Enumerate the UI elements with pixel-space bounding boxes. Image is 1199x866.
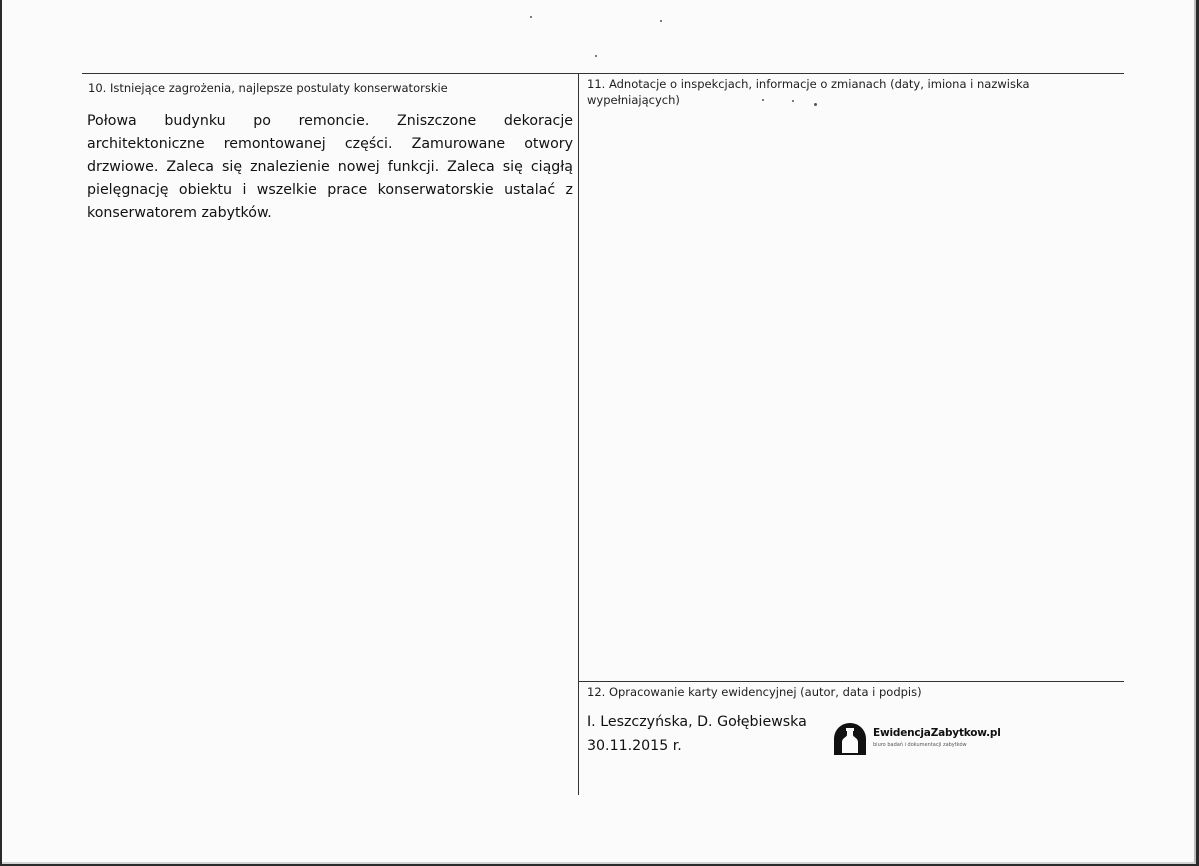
logo-name: EwidencjaZabytkow.pl: [873, 727, 1001, 739]
section12-heading: 12. Opracowanie karty ewidencyjnej (autor, data i podpis): [587, 685, 922, 699]
scan-speck: [660, 20, 662, 22]
section10-top-rule: [82, 73, 580, 74]
company-logo: [833, 722, 1003, 758]
scan-speck: [595, 55, 597, 57]
column-divider: [578, 73, 579, 795]
scan-speck: [814, 103, 817, 106]
section12-date: 30.11.2015 r.: [587, 738, 682, 754]
logo-tagline: biuro badań i dokumentacji zabytków: [873, 742, 967, 748]
section10-text: Połowa budynku po remoncie. Zniszczone dekoracje architektoniczne remontowanej części. Zamurowane otwory drzwiowe. Zaleca się znalezienie nowej funkcji. Zaleca się ciągłą pielęgnację obiektu i wszelkie prace konserwatorskie ustalać z konserwatorem zabytków.: [87, 113, 573, 221]
scan-speck: [762, 99, 764, 101]
document-page: [2, 0, 1196, 864]
section12-authors: I. Leszczyńska, D. Gołębiewska: [587, 714, 807, 730]
scan-speck: [792, 100, 794, 102]
section11-top-rule: [578, 73, 1124, 74]
section12-top-rule: [578, 681, 1124, 682]
section10-heading: 10. Istniejące zagrożenia, najlepsze postulaty konserwatorskie: [88, 81, 448, 95]
section11-heading-line1: 11. Adnotacje o inspekcjach, informacje o zmianach (daty, imiona i nazwiska: [587, 77, 1030, 91]
section11-heading-line2: wypełniających): [587, 93, 680, 107]
scan-speck: [530, 16, 532, 18]
bottle-icon: [833, 722, 867, 756]
